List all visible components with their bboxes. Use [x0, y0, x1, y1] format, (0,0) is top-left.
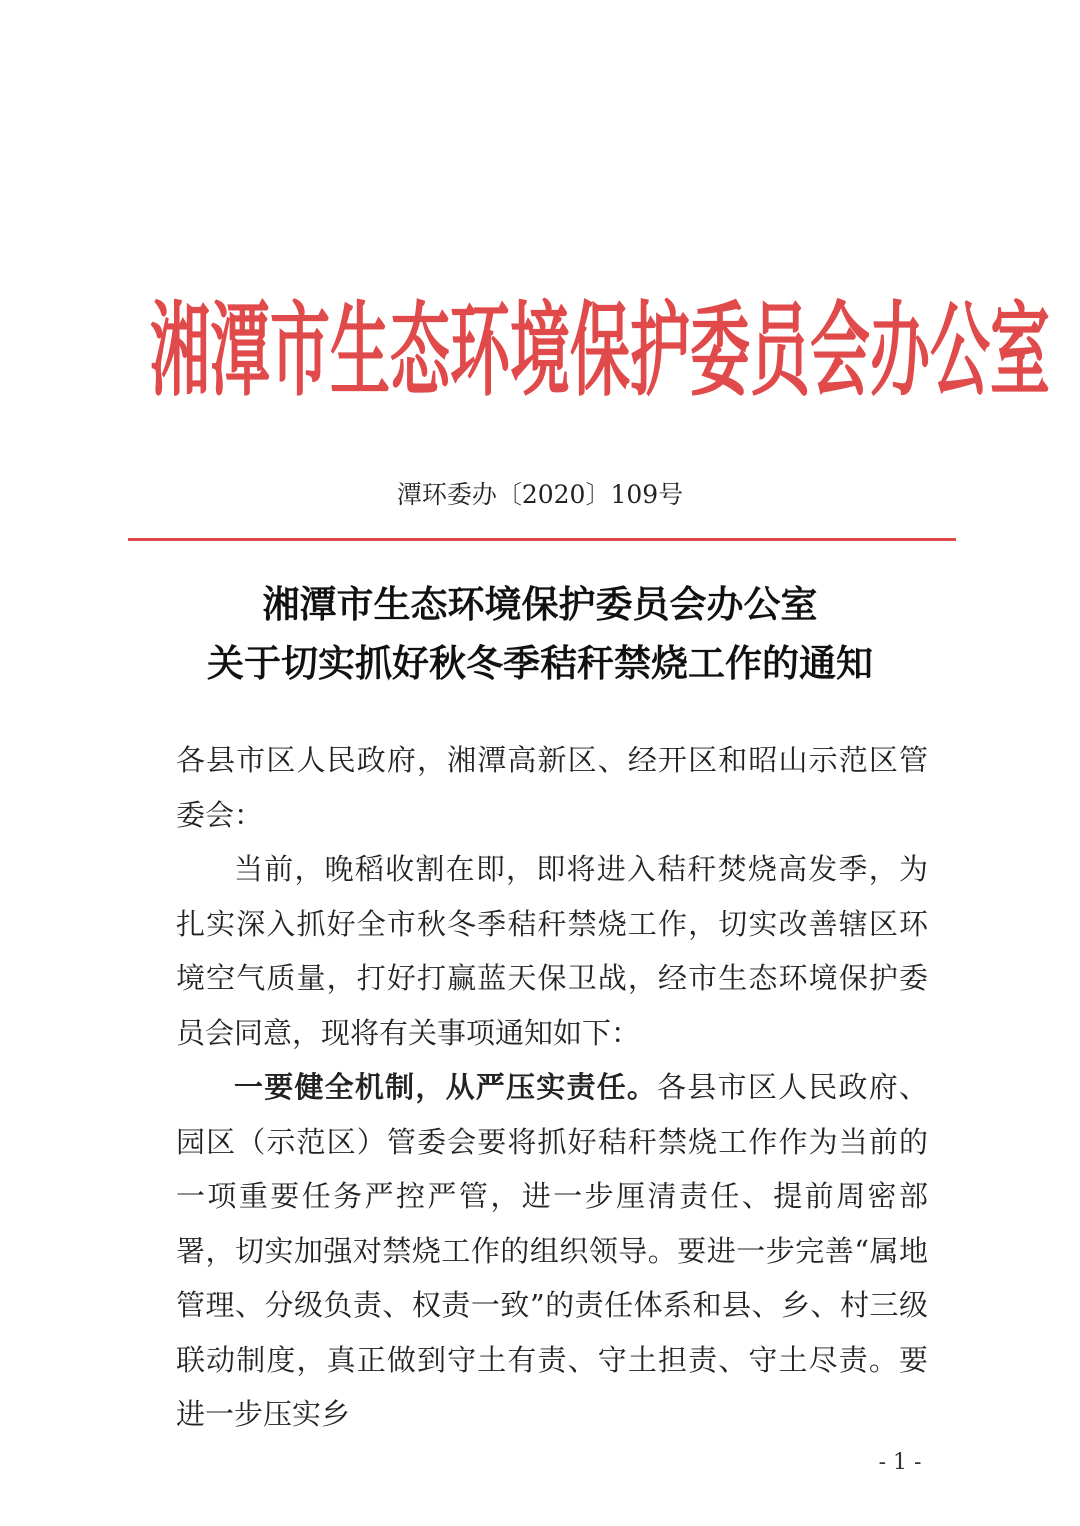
paragraph-intro: 当前，晚稻收割在即，即将进入秸秆焚烧高发季，为扎实深入抓好全市秋冬季秸秆禁烧工作，切实改善辖区环境空气质量，打好打赢蓝天保卫战，经市生态环境保护委员会同意，现将有关事项通知如下： [176, 852, 928, 1050]
page-number: - 1 - [878, 1450, 922, 1475]
addressee: 各县市区人民政府，湘潭高新区、经开区和昭山示范区管委会： [176, 743, 928, 832]
document-number: 潭环委办〔2020〕109号 [396, 480, 684, 509]
red-divider-line [128, 538, 956, 541]
letterhead: 湘潭市生态环境保护委员会办公室 [150, 292, 1050, 412]
paragraph-1 [176, 1060, 928, 1442]
document-title-line-2: 关于切实抓好秋冬季秸秆禁烧工作的通知 [207, 641, 873, 685]
paragraph-1-text: 各县市区人民政府、园区（示范区）管委会要将抓好秸秆禁烧工作作为当前的一项重要任务严控严管，进一步厘清责任、提前周密部署，切实加强对禁烧工作的组织领导。要进一步完善“属地管理、分级负责、权责一致”的责任体系和县、乡、村三级联动制度，真正做到守土有责、守土担责、守土尽责。要进一步压实乡 [176, 1070, 928, 1431]
document-body [176, 733, 928, 1442]
paragraph-1-heading: 一要健全机制，从严压实责任。 [234, 1070, 658, 1104]
document-title-line-1: 湘潭市生态环境保护委员会办公室 [262, 582, 818, 626]
